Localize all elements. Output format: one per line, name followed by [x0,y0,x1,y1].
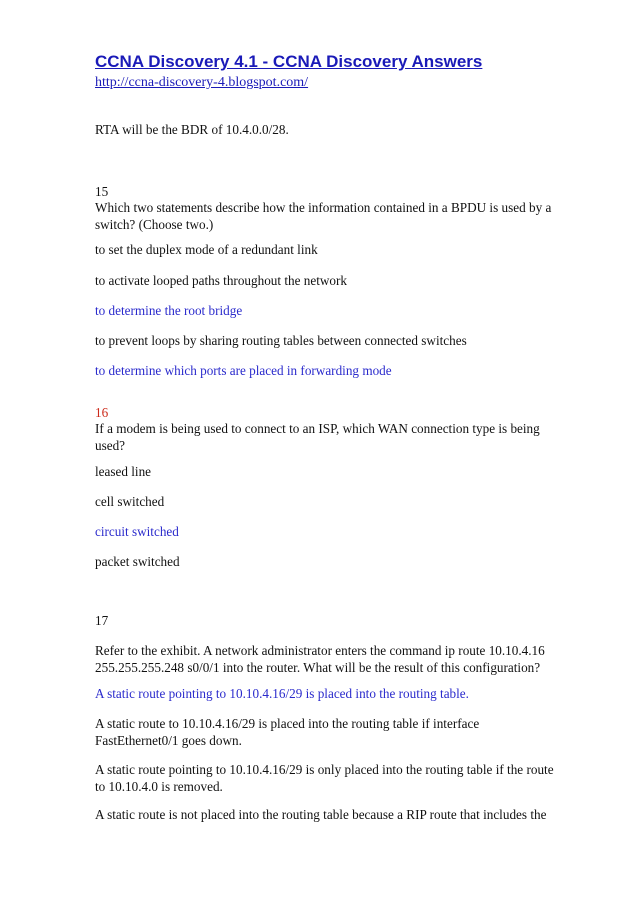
question-text: Refer to the exhibit. A network administrator enters the command ip route 10.10.4.16 255.255.255.248 s0/0/1 into the router. What will be the result of this configuration? [95,643,545,675]
question-text: Which two statements describe how the information contained in a BPDU is used by a switch? (Choose two.) [95,200,552,232]
question-text: If a modem is being used to connect to an ISP, which WAN connection type is being used? [95,421,540,453]
answer-option: to activate looped paths throughout the network [95,273,347,288]
correct-answer: to determine the root bridge [95,303,243,318]
intro-text: RTA will be the BDR of 10.4.0.0/28. [95,122,289,137]
answer-option: A static route pointing to 10.10.4.16/29 is only placed into the routing table if the route to 10.10.4.0 is removed. [95,762,554,794]
answer-option: A static route to 10.10.4.16/29 is placed into the routing table if interface FastEthernet0/1 goes down. [95,716,480,748]
answer-option: leased line [95,464,152,479]
answer-option: packet switched [95,554,180,569]
blog-url-link[interactable]: http://ccna-discovery-4.blogspot.com/ [95,75,309,90]
question-number: 15 [95,184,109,199]
correct-answer: A static route pointing to 10.10.4.16/29 is placed into the routing table. [95,686,469,701]
question-number: 16 [95,405,109,420]
answer-option: cell switched [95,494,165,509]
question-number: 17 [95,613,109,628]
answer-option: to prevent loops by sharing routing tables between connected switches [95,333,467,348]
answer-option: A static route is not placed into the routing table because a RIP route that includes the [95,807,547,822]
page-title-link[interactable]: CCNA Discovery 4.1 - CCNA Discovery Answers [95,52,483,71]
correct-answer: to determine which ports are placed in forwarding mode [95,363,392,378]
answer-option: to set the duplex mode of a redundant link [95,242,318,257]
correct-answer: circuit switched [95,524,179,539]
